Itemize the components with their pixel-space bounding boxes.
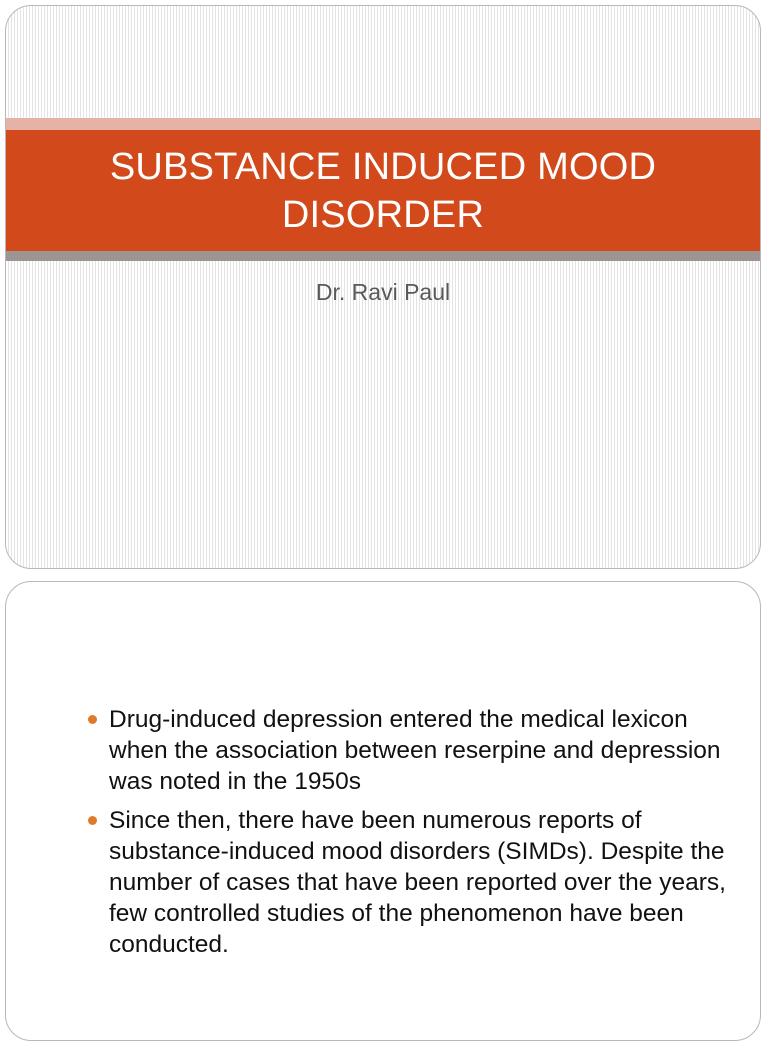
bullet-item	[84, 805, 734, 960]
title-slide	[5, 5, 761, 569]
bullet-text: Since then, there have been numerous reports of substance-induced mood disorders (SIMDs). Despite the number of cases that have been reported over the years, few controlled studies of the phenomenon have been conducted.	[109, 807, 726, 958]
bullet-dot-icon	[88, 816, 97, 825]
bullet-item	[84, 704, 734, 797]
title-top-accent-bar	[6, 118, 760, 130]
title-band	[6, 130, 760, 251]
slide-title: SUBSTANCE INDUCED MOOD DISORDER	[109, 145, 657, 236]
content-slide	[5, 581, 761, 1041]
bullet-text: Drug-induced depression entered the medical lexicon when the association between reserpine and depression was noted in the 1950s	[109, 706, 721, 795]
bullet-list	[84, 704, 734, 968]
slide-subtitle: Dr. Ravi Paul	[315, 279, 451, 305]
title-bottom-accent-bar	[6, 251, 760, 261]
bullet-dot-icon	[88, 715, 97, 724]
